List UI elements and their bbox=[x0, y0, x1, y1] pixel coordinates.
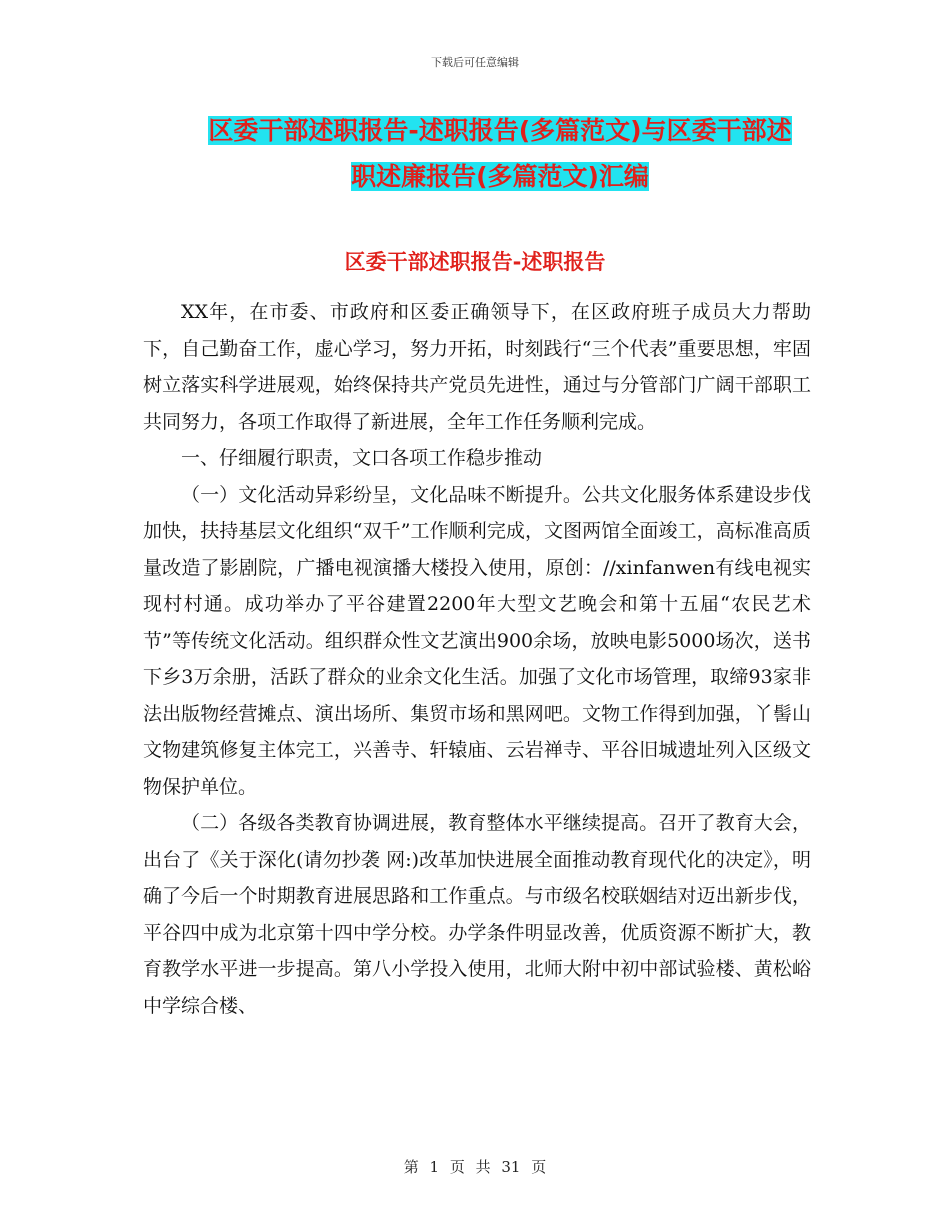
section-title: 区委干部述职报告-述职报告 bbox=[344, 250, 606, 274]
page-number: 第 1 页 共 31 页 bbox=[403, 1158, 547, 1176]
document-body bbox=[143, 294, 811, 1024]
document-title-line-2: 职述廉报告(多篇范文)汇编 bbox=[351, 162, 649, 191]
page-header-note: 下载后可任意编辑 bbox=[431, 56, 519, 69]
paragraph-education: （二）各级各类教育协调进展，教育整体水平继续提高。召开了教育大会，出台了《关于深化(请勿抄袭 网:)改革加快进展全面推动教育现代化的决定》，明确了今后一个时期教育进展思路和工作重点。与市级名校联姻结对迈出新步伐，平谷四中成为北京第十四中学分校。办学条件明显改善，优质资源不断扩大，教育教学水平进一步提高。第八小学投入使用，北师大附中初中部试验楼、黄松峪中学综合楼、 bbox=[143, 812, 811, 1017]
document-title bbox=[140, 108, 860, 200]
paragraph-intro: XX年，在市委、市政府和区委正确领导下，在区政府班子成员大力帮助下，自己勤奋工作，虚心学习，努力开拓，时刻践行“三个代表”重要思想，牢固树立落实科学进展观，始终保持共产党员先进性，通过与分管部门广阔干部职工共同努力，各项工作取得了新进展，全年工作任务顺利完成。 bbox=[143, 301, 811, 433]
paragraph-heading-1: 一、仔细履行职责，文口各项工作稳步推动 bbox=[181, 447, 543, 469]
document-title-line-1: 区委干部述职报告-述职报告(多篇范文)与区委干部述 bbox=[208, 116, 792, 145]
paragraph-culture: （一）文化活动异彩纷呈，文化品味不断提升。公共文化服务体系建设步伐加快，扶持基层文化组织“双千”工作顺利完成，文图两馆全面竣工，高标准高质量改造了影剧院，广播电视演播大楼投入使用，原创：//xinfanwen有线电视实现村村通。成功举办了平谷建置2200年大型文艺晚会和第十五届“农民艺术节”等传统文化活动。组织群众性文艺演出900余场，放映电影5000场次，送书下乡3万余册，活跃了群众的业余文化生活。加强了文化市场管理，取缔93家非法出版物经营摊点、演出场所、集贸市场和黑网吧。文物工作得到加强，丫髻山文物建筑修复主体完工，兴善寺、轩辕庙、云岩禅寺、平谷旧城遗址列入区级文物保护单位。 bbox=[143, 483, 811, 798]
